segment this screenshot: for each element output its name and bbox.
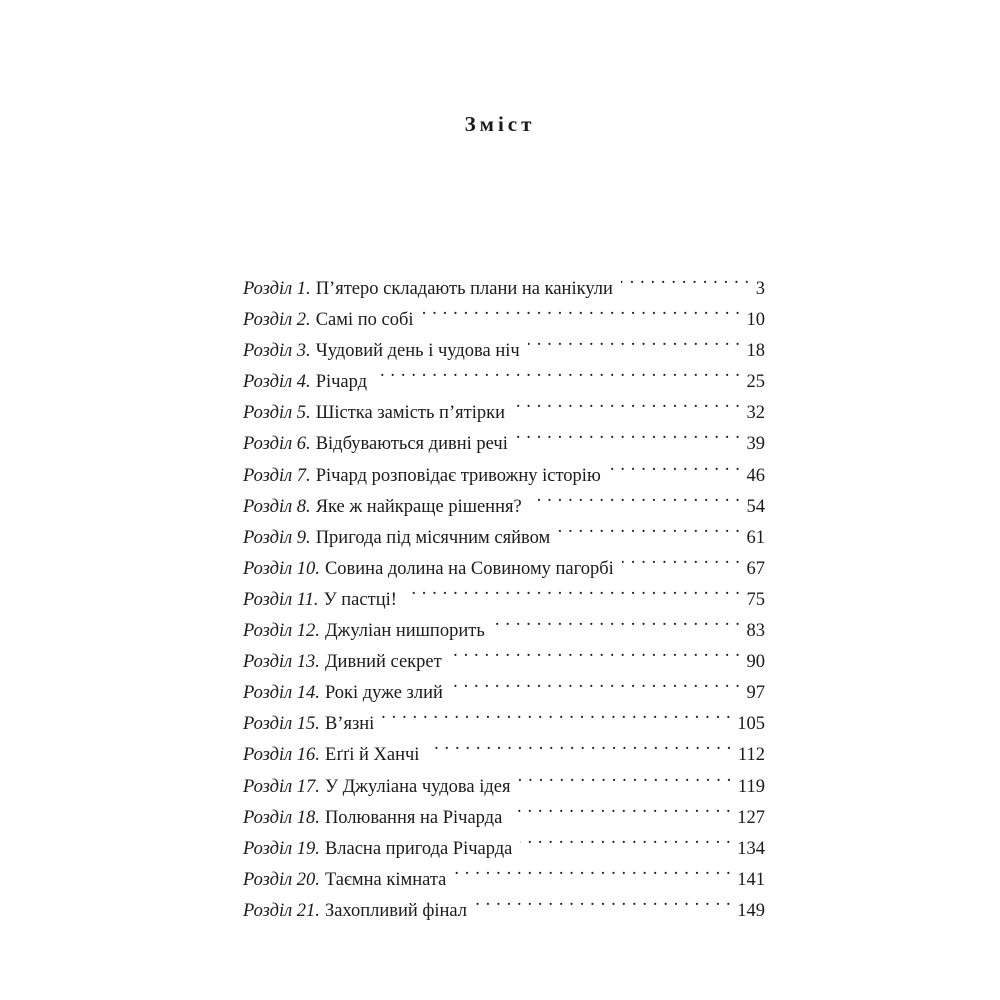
toc-chapter-title: П’ятеро складають плани на канікули: [315, 279, 613, 299]
toc-chapter-title: Джуліан нишпорить: [324, 621, 485, 642]
toc-dot-leader: [520, 823, 731, 854]
toc-chapter-label: Розділ 20.: [243, 869, 320, 890]
toc-dot-leader: [510, 792, 731, 823]
toc-page-number: 119: [737, 776, 765, 797]
toc-chapter-label: Розділ 13.: [243, 652, 320, 673]
toc-chapter-label: Розділ 17.: [243, 776, 320, 797]
toc-chapter-label: Розділ 7.: [243, 465, 311, 486]
toc-page-number: 134: [737, 838, 765, 859]
toc-chapter-title: Таємна кімната: [324, 869, 447, 890]
toc-dot-leader: [450, 636, 741, 667]
toc-dot-leader: [493, 605, 741, 636]
toc-chapter-label: Розділ 12.: [243, 621, 320, 642]
toc-chapter-title: Дивний секрет: [324, 652, 442, 673]
toc-chapter-label: Розділ 3.: [243, 341, 311, 362]
toc-page-number: 75: [746, 589, 765, 610]
toc-chapter-label: Розділ 10.: [243, 558, 320, 579]
toc-chapter-title: Відбуваються дивні речі: [315, 434, 508, 455]
toc-chapter-label: Розділ 5.: [243, 403, 311, 424]
toc-chapter-label: Розділ 9.: [243, 527, 311, 548]
toc-chapter-title: Шістка замість п’ятірки: [315, 403, 505, 424]
toc-page-number: 25: [746, 372, 765, 393]
toc-chapter-label: Розділ 21.: [243, 900, 320, 921]
toc-chapter-label: Розділ 4.: [243, 372, 311, 393]
toc-dot-leader: [516, 418, 741, 449]
toc-page-number: 39: [746, 434, 765, 455]
toc-page-number: 10: [746, 310, 765, 331]
toc-chapter-title: Річард розповідає тривожну історію: [315, 465, 601, 486]
toc-chapter-label: Розділ 11.: [243, 589, 319, 610]
toc-dot-leader: [622, 543, 741, 574]
toc-chapter-title: Еґґі й Ханчі: [324, 745, 420, 766]
toc-chapter-label: Розділ 14.: [243, 683, 320, 704]
toc-entry: [243, 263, 765, 299]
toc-chapter-label: Розділ 15.: [243, 714, 320, 735]
toc-page-number: 46: [746, 465, 765, 486]
toc-chapter-label: Розділ 6.: [243, 434, 311, 455]
toc-dot-leader: [609, 450, 741, 481]
toc-chapter-title: У Джуліана чудова ідея: [324, 776, 511, 797]
toc-page-number: 112: [737, 745, 765, 766]
toc-chapter-title: Власна пригода Річарда: [324, 838, 513, 859]
toc-chapter-label: Розділ 2.: [243, 310, 311, 331]
page-title: Зміст: [464, 112, 536, 136]
toc-page-number: 141: [737, 869, 765, 890]
toc-dot-leader: [451, 667, 741, 698]
toc-dot-leader: [405, 574, 741, 605]
toc-chapter-title: В’язні: [324, 714, 375, 735]
toc-page-number: 18: [746, 341, 765, 362]
toc-chapter-label: Розділ 19.: [243, 838, 320, 859]
toc-chapter-label: Розділ 1.: [243, 279, 311, 299]
table-of-contents: [243, 263, 765, 921]
toc-chapter-title: Совина долина на Совиному пагорбі: [324, 558, 614, 579]
toc-page-number: 61: [746, 527, 765, 548]
toc-dot-leader: [454, 854, 731, 885]
toc-chapter-title: Чудовий день і чудова ніч: [315, 341, 520, 362]
toc-chapter-title: Яке ж найкраще рішення?: [315, 496, 522, 517]
toc-page-number: 54: [746, 496, 765, 517]
toc-dot-leader: [558, 512, 740, 543]
toc-page-number: 90: [746, 652, 765, 673]
toc-chapter-title: Пригода під місячним сяйвом: [315, 527, 551, 548]
toc-page-number: 97: [746, 683, 765, 704]
toc-page-number: 105: [737, 714, 765, 735]
toc-dot-leader: [513, 387, 741, 418]
toc-dot-leader: [427, 729, 731, 760]
toc-chapter-label: Розділ 18.: [243, 807, 320, 828]
toc-chapter-label: Розділ 8.: [243, 496, 311, 517]
toc-page-number: 83: [746, 621, 765, 642]
toc-dot-leader: [518, 761, 731, 792]
toc-chapter-title: У пастці!: [323, 589, 397, 610]
toc-chapter-title: Захопливий фінал: [324, 900, 468, 921]
toc-chapter-title: Самі по собі: [315, 310, 414, 331]
toc-dot-leader: [422, 294, 741, 325]
toc-chapter-title: Рокі дуже злий: [324, 683, 443, 704]
toc-page-number: 149: [737, 900, 765, 921]
toc-dot-leader: [528, 325, 741, 356]
toc-dot-leader: [382, 698, 731, 729]
toc-chapter-title: Річард: [315, 372, 368, 393]
toc-page-number: 127: [737, 807, 765, 828]
toc-page-number: 3: [755, 279, 765, 299]
toc-page-number: 32: [746, 403, 765, 424]
toc-dot-leader: [475, 885, 731, 916]
toc-dot-leader: [530, 481, 741, 512]
toc-dot-leader: [375, 356, 740, 387]
toc-chapter-title: Полювання на Річарда: [324, 807, 503, 828]
toc-chapter-label: Розділ 16.: [243, 745, 320, 766]
toc-dot-leader: [621, 263, 750, 294]
toc-page-number: 67: [746, 558, 765, 579]
